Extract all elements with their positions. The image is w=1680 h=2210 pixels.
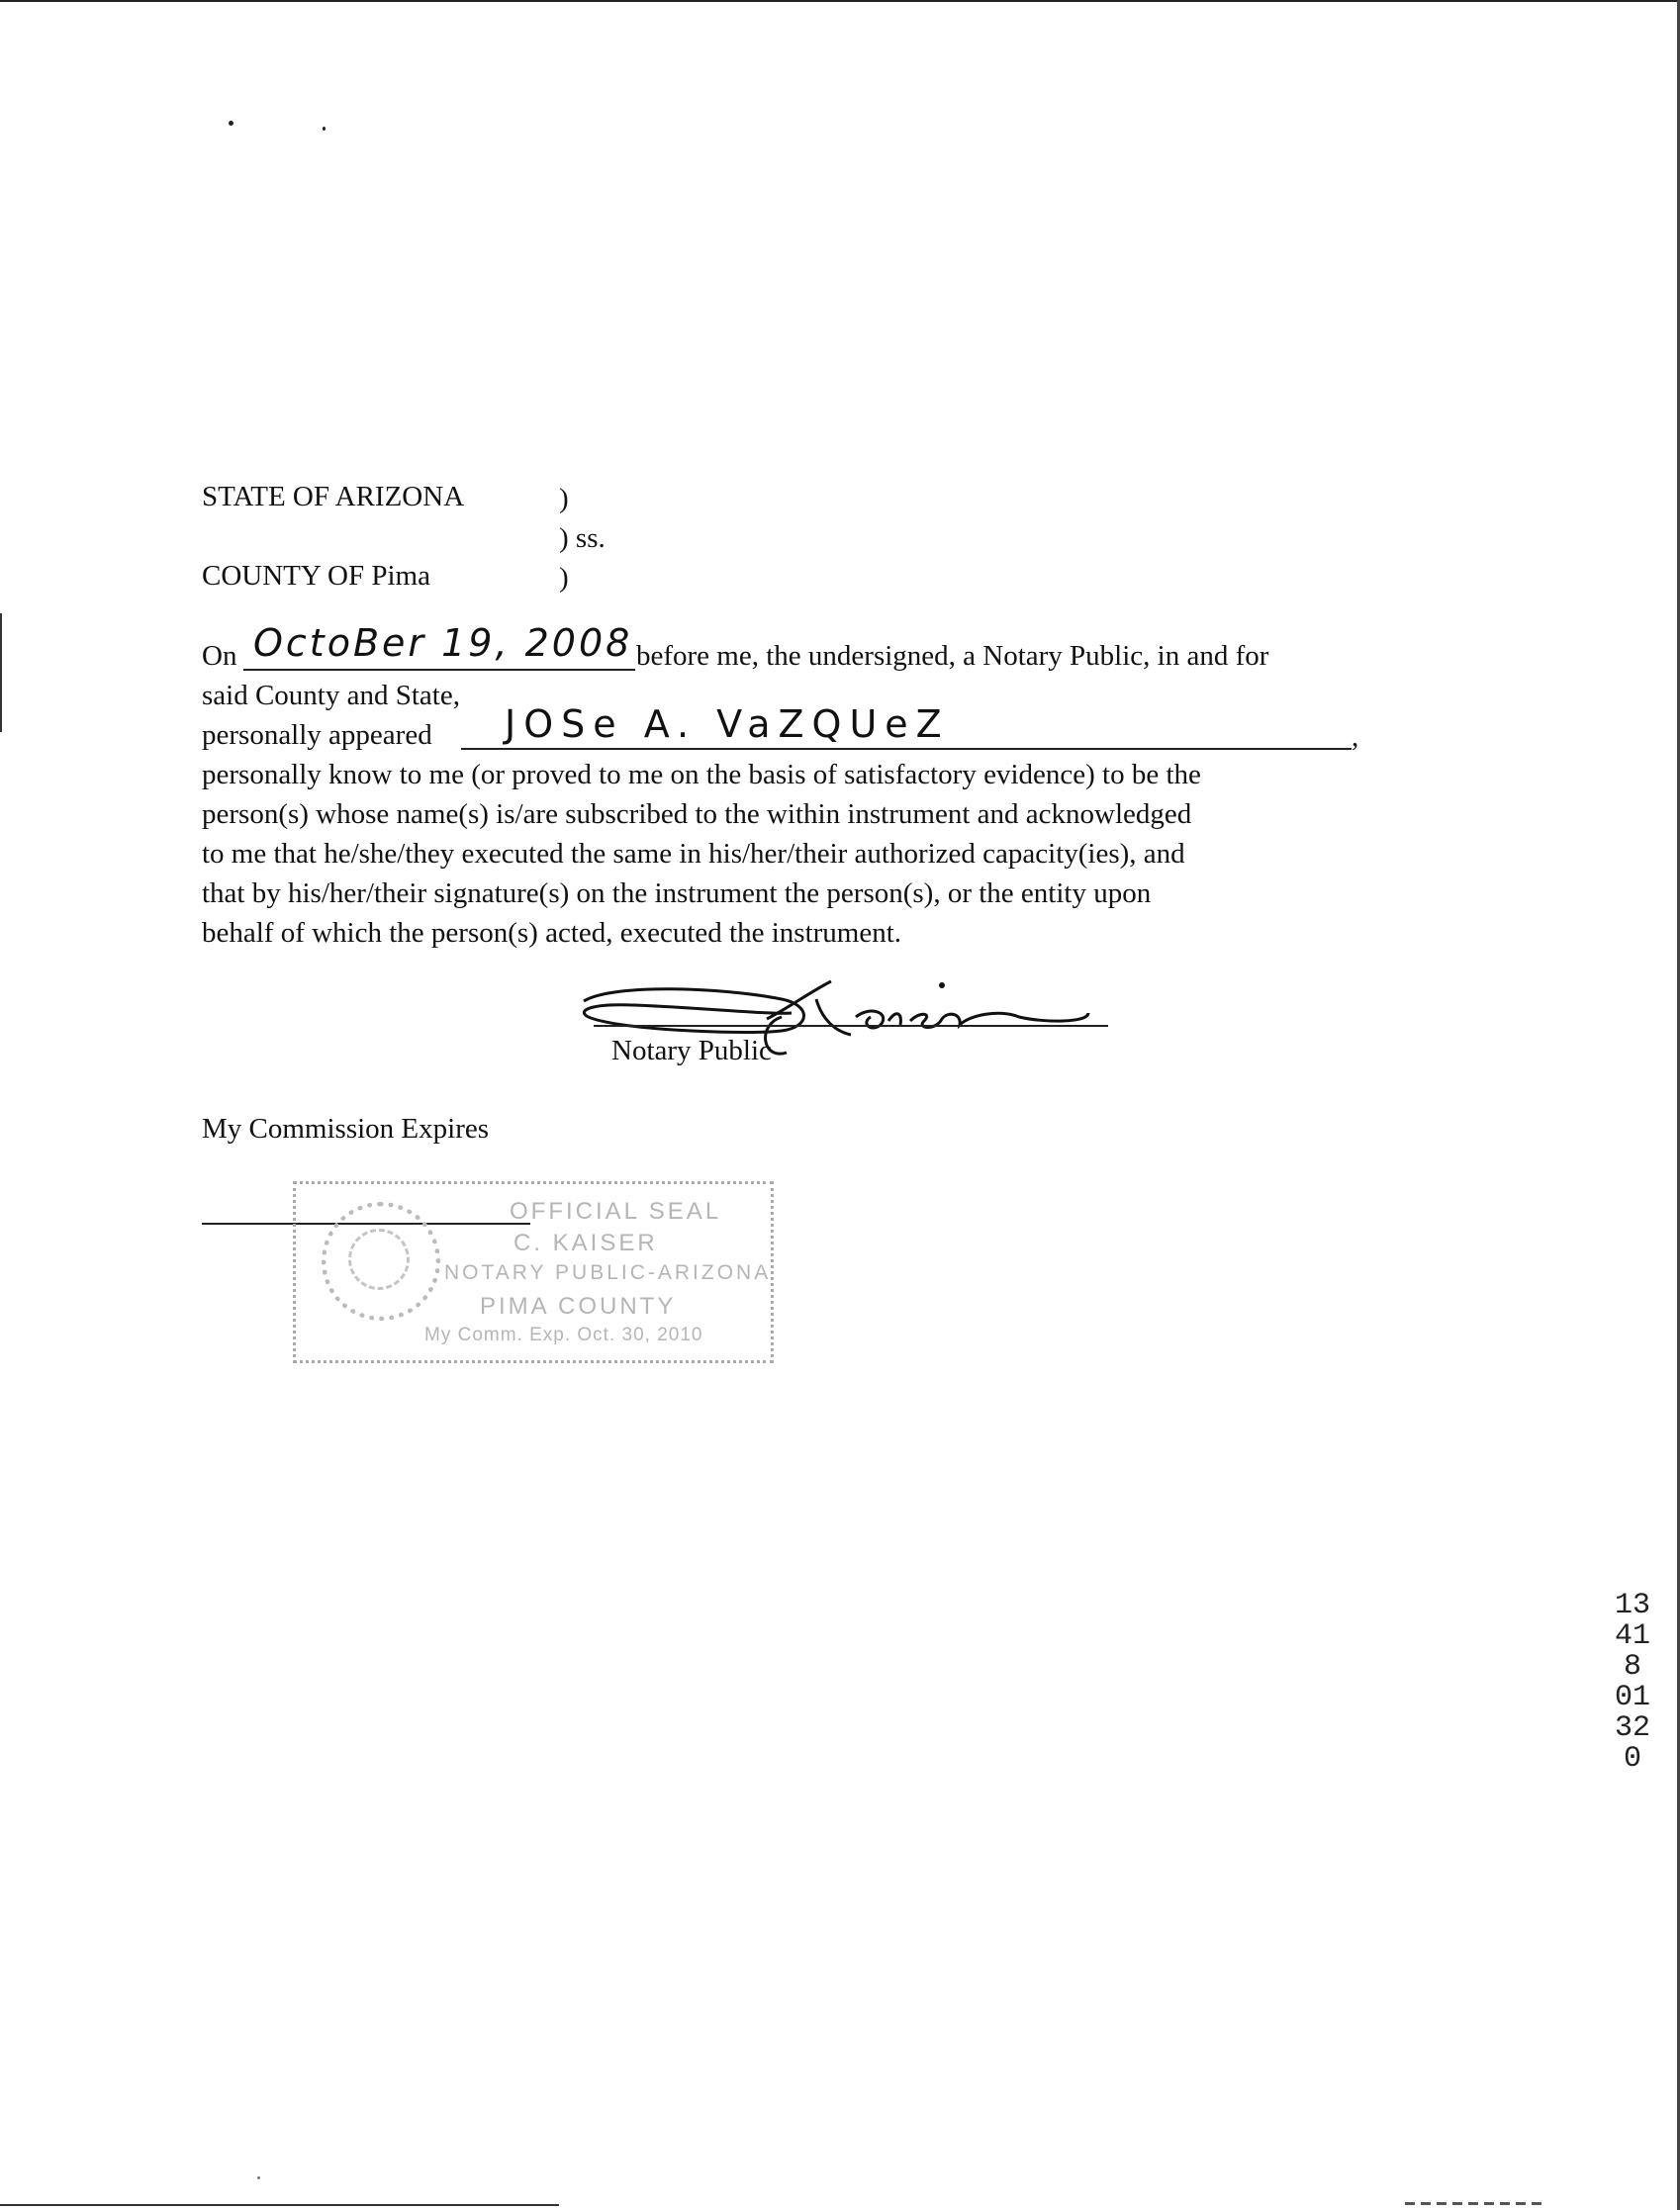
ack-body-line-2: person(s) whose name(s) is/are subscribed to the within instrument and acknowledged <box>202 798 1192 830</box>
venue-paren-top: ) <box>559 483 569 514</box>
ack-body-line-1: personally know to me (or proved to me on the basis of satisfactory evidence) to be the <box>202 759 1201 790</box>
venue-paren-bottom: ) <box>559 562 569 594</box>
scan-speck <box>257 2176 260 2179</box>
notary-stamp <box>293 1181 774 1363</box>
commission-label: My Commission Expires <box>202 1113 490 1145</box>
signature-line <box>594 1025 1108 1027</box>
stamp-line: NOTARY PUBLIC-ARIZONA <box>444 1261 772 1284</box>
bottom-rule <box>0 2204 559 2206</box>
ack-body-line-3: to me that he/she/they executed the same in his/her/their authorized capacity(ies), and <box>202 838 1185 870</box>
stamp-line: My Comm. Exp. Oct. 30, 2010 <box>424 1325 703 1345</box>
notary-public-label: Notary Public <box>611 1035 772 1066</box>
venue-state: STATE OF ARIZONA <box>202 481 465 512</box>
name-underline <box>461 748 1352 750</box>
handwritten-name: JOSe A. VaZQUeZ <box>505 702 950 746</box>
name-comma: , <box>1352 721 1359 753</box>
ack-county-state: said County and State, <box>202 680 460 711</box>
scan-edge-top <box>0 0 1680 2</box>
bottom-marks <box>1405 2202 1543 2205</box>
ack-body-line-5: behalf of which the person(s) acted, executed the instrument. <box>202 917 902 949</box>
scan-edge-left <box>0 613 2 732</box>
document-number: 13418 01320 <box>1614 1589 1650 1776</box>
notary-seal-emblem <box>322 1202 440 1321</box>
scan-speck <box>229 121 233 126</box>
stamp-line: OFFICIAL SEAL <box>510 1198 722 1225</box>
ack-body-line-4: that by his/her/their signature(s) on the instrument the person(s), or the entity upon <box>202 877 1152 909</box>
scan-speck <box>323 127 326 131</box>
handwritten-date: OctoBer 19, 2008 <box>253 621 633 665</box>
venue-ss: ) ss. <box>559 522 606 554</box>
ack-before-me: before me, the undersigned, a Notary Public, in and for <box>636 640 1269 672</box>
date-underline <box>243 669 635 671</box>
ack-on: On <box>202 640 237 672</box>
stamp-line: PIMA COUNTY <box>480 1293 677 1320</box>
stamp-line: C. KAISER <box>513 1230 658 1256</box>
ack-personally-appeared: personally appeared <box>202 719 432 751</box>
venue-county: COUNTY OF Pima <box>202 560 430 592</box>
